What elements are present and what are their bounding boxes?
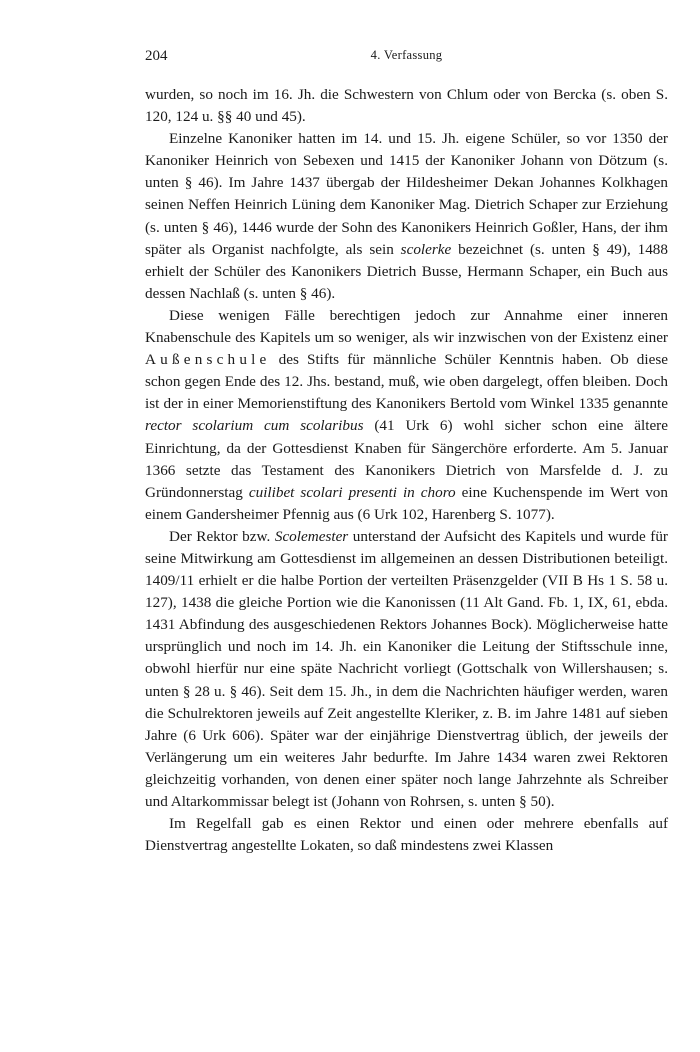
paragraph-5 <box>145 813 668 857</box>
text-run: Der Rektor bzw. <box>169 527 275 545</box>
body-text <box>145 84 668 857</box>
text-run: (41 Urk 6) wohl sicher schon eine ältere Einrichtung, da der Gottesdienst Knaben für Sängerchöre erforderte. Am 5. Januar 1366 setzte das Testament des Kanonikers Dietrich von Marsfelde d. J. zu Gründonnerstag <box>145 417 668 501</box>
italic-term: scolerke <box>400 240 452 258</box>
italic-term: Scolemester <box>274 527 349 545</box>
spaced-term: Außenschule <box>145 351 271 369</box>
paragraph-3 <box>145 305 668 526</box>
paragraph-2 <box>145 128 668 305</box>
paragraph-1 <box>145 84 668 128</box>
paragraph-4 <box>145 526 668 813</box>
text-run: Einzelne Kanoniker hatten im 14. und 15. Jh. eigene Schüler, so vor 1350 der Kanoniker Heinrich von Sebexen und 1415 der Kanoniker Johann von Dötzum (s. unten § 46). Im Jahre 1437 übergab der Hildesheimer Dekan Johannes Kolkhagen seinen Neffen Heinrich Lüning dem Kanoniker Mag. Dietrich Schaper zur Erziehung (s. unten § 46), 1446 wurde der Sohn des Kanonikers Heinrich Goßler, Hans, der ihm später als Organist nachfolgte, als sein <box>145 130 668 258</box>
text-run: wurden, so noch im 16. Jh. die Schwestern von Chlum oder von Bercka (s. oben S. 120, 124 u. §§ 40 und 45). <box>145 86 668 126</box>
text-run: Diese wenigen Fälle berechtigen jedoch zur Annahme einer inneren Knabenschule des Kapitels um so weniger, als wir inzwischen von der Existenz einer <box>145 306 668 347</box>
italic-term: rector scolarium cum scolaribus <box>145 417 364 435</box>
page-number: 204 <box>145 48 168 64</box>
text-run: Im Regelfall gab es einen Rektor und einen oder mehrere ebenfalls auf Dienstvertrag angestellte Lokaten, so daß mindestens zwei Klassen <box>145 815 668 855</box>
text-run: eine Kuchenspende im Wert von einem Gandersheimer Pfennig aus (6 Urk 102, Harenberg S. 1077). <box>145 483 668 523</box>
chapter-title: 4. Verfassung <box>370 48 443 62</box>
running-head <box>145 48 668 70</box>
text-run: bezeichnet (s. unten § 49), 1488 erhielt der Schüler des Kanonikers Dietrich Busse, Hermann Schaper, ein Buch aus dessen Nachlaß (s. unten § 46). <box>145 240 668 302</box>
text-run: unterstand der Aufsicht des Kapitels und wurde für seine Mitwirkung am Gottesdienst im allgemeinen an dessen Distributionen beteiligt. 1409/11 erhielt er die halbe Portion der verteilten Präsenzgelder (VII B Hs 1 S. 58 u. 127), 1438 die gleiche Portion wie die Kanonissen (11 Alt Gand. Fb. 1, IX, 61, ebda. 1431 Abfindung des ausgeschiedenen Rektors Johannes Bock). Möglicherweise hatte ursprünglich und noch im 14. Jh. ein Kanoniker die Leitung der Stiftsschule inne, obwohl hierfür nur eine späte Nachricht vorliegt (Gottschalk von Willershausen; s. unten § 28 u. § 46). Seit dem 15. Jh., in dem die Nachrichten häufiger werden, waren die Schulrektoren jeweils auf Zeit angestellte Kleriker, z. B. im Jahre 1481 auf sieben Jahre (6 Urk 606). Später war der einjährige Dienstvertrag üblich, der jeweils der Verlängerung um ein weiteres Jahr bedurfte. Im Jahre 1434 waren zwei Rektoren gleichzeitig vorhanden, von denen einer später noch lange Jahrzehnte als Schreiber und Altarkommissar belegt ist (Johann von Rohrsen, s. unten § 50). <box>145 527 668 810</box>
italic-term: cuilibet scolari presenti in choro <box>248 483 456 501</box>
text-run: des Stifts für männliche Schüler Kenntnis haben. Ob diese schon gegen Ende des 12. Jhs. bestand, muß, wie oben dargelegt, offen bleiben. Doch ist der in einer Memorienstiftung des Kanonikers Bertold vom Winkel 1335 genannte <box>145 351 668 413</box>
